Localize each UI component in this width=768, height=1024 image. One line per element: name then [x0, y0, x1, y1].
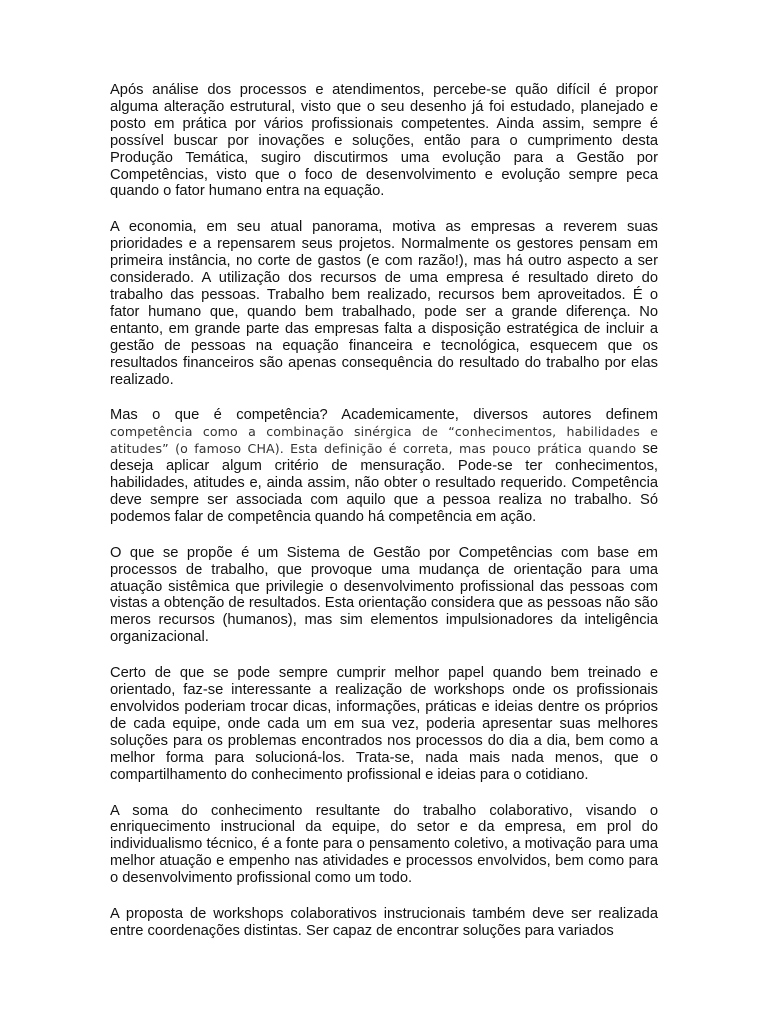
paragraph-3-definition: competência como a combinação sinérgica de “conhecimentos, habilidades e atitudes” (o famoso CHA). Esta definição é correta, mas pouco prática quando [110, 424, 658, 457]
paragraph-2: A economia, em seu atual panorama, motiva as empresas a reverem suas prioridades e a repensarem seus projetos. Normalmente os gestores pensam em primeira instância, no corte de gastos (e com razão!), mas há outro aspecto a ser considerado. A utilização dos recursos de uma empresa é resultado direto do trabalho das pessoas. Trabalho bem realizado, recursos bem aproveitados. É o fator humano que, quando bem trabalhado, pode ser a grande diferença. No entanto, em grande parte das empresas falta a disposição estratégica de incluir a gestão de pessoas na equação financeira e tecnológica, esquecem que os resultados financeiros são apenas consequência do resultado do trabalho por elas realizado. [110, 219, 658, 388]
paragraph-6: A soma do conhecimento resultante do trabalho colaborativo, visando o enriquecimento instrucional da equipe, do setor e da empresa, em prol do individualismo técnico, é a fonte para o pensamento coletivo, a motivação para uma melhor atuação e empenho nas atividades e processos envolvidos, bem como para o desenvolvimento profissional como um todo. [110, 802, 658, 887]
paragraph-4: O que se propõe é um Sistema de Gestão por Competências com base em processos de trabalho, que provoque uma mudança de orientação para uma atuação sistêmica que privilegie o desenvolvimento profissional das pessoas com vistas a obtenção de resultados. Esta orientação considera que as pessoas não são meros recursos (humanos), mas sim elementos impulsionadores da inteligência organizacional. [110, 544, 658, 646]
paragraph-3-start: Mas o que é competência? Academicamente, diversos autores definem [110, 407, 658, 424]
paragraph-5: Certo de que se pode sempre cumprir melhor papel quando bem treinado e orientado, faz-se interessante a realização de workshops onde os profissionais envolvidos poderiam trocar dicas, informações, práticas e ideias dentre os próprios de cada equipe, onde cada um em sua vez, poderia apresentar suas melhores soluções para os problemas encontrados nos processos do dia a dia, bem como a melhor forma para solucioná-los. Trata-se, nada mais nada menos, que o compartilhamento do conhecimento profissional e ideias para o cotidiano. [110, 665, 658, 783]
paragraph-7: A proposta de workshops colaborativos instrucionais também deve ser realizada entre coordenações distintas. Ser capaz de encontrar soluções para variados [110, 906, 658, 939]
paragraph-1: Após análise dos processos e atendimentos, percebe-se quão difícil é propor alguma alteração estrutural, visto que o seu desenho já foi estudado, planejado e posto em prática por vários profissionais competentes. Ainda assim, sempre é possível buscar por inovações e soluções, então para o cumprimento desta Produção Temática, sugiro discutirmos uma evolução para a Gestão por Competências, visto que o foco de desenvolvimento e evolução sempre peca quando o fator humano entra na equação. [110, 82, 658, 200]
document-body [110, 82, 658, 959]
paragraph-3 [110, 407, 658, 525]
paragraph-3-end: se deseja aplicar algum critério de mensuração. Pode-se ter conhecimentos, habilidades, atitudes e, ainda assim, não obter o resultado requerido. Competência deve sempre ser associada com aquilo que a pessoa realiza no trabalho. Só podemos falar de competência quando há competência em ação. [110, 441, 659, 525]
